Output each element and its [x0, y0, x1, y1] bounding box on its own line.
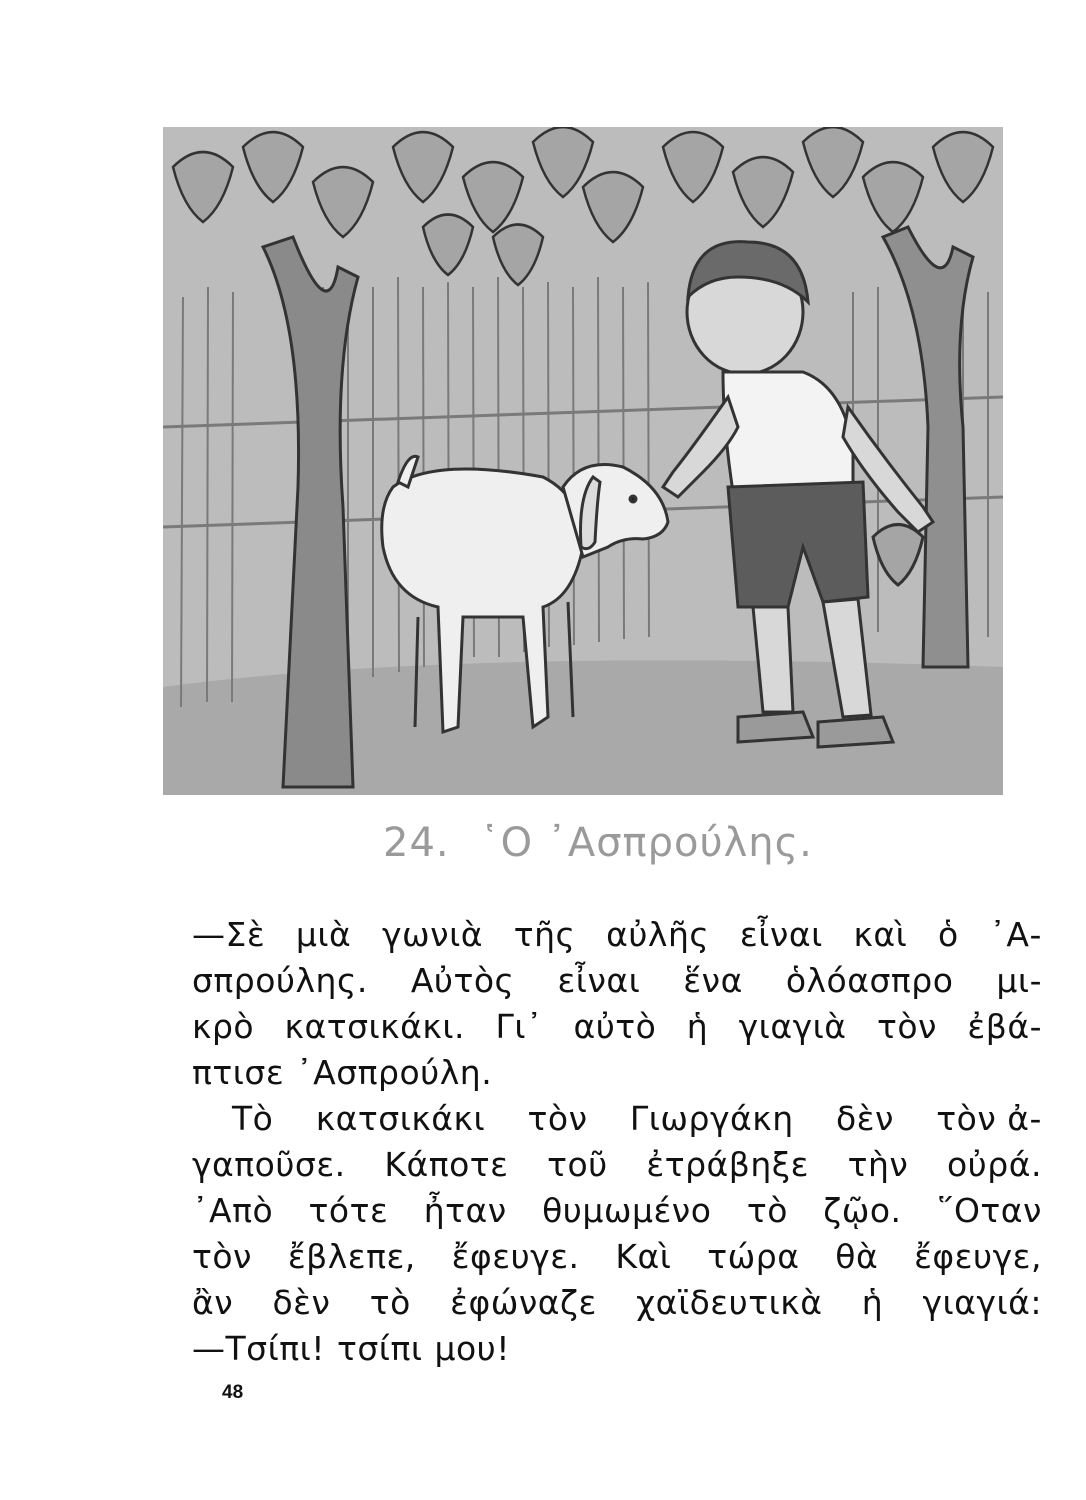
word: γωνιὰ — [382, 915, 484, 954]
word: θυμωμένο — [542, 1191, 712, 1230]
word: —Τσίπι! — [192, 1329, 326, 1368]
word: ἔβλεπε, — [287, 1237, 416, 1276]
word: τὸ — [369, 1283, 411, 1322]
word: ἂν — [192, 1283, 234, 1322]
word: ὁ — [938, 915, 959, 954]
word: ᾿Απὸ — [192, 1191, 274, 1230]
word: ᾿Ασπρούλη. — [296, 1053, 493, 1092]
word: ἡ — [686, 1007, 709, 1046]
word: τοῦ — [547, 1145, 608, 1184]
text-line — [192, 1096, 1042, 1142]
lesson-title-text: ῾Ο ᾿Ασπρούλης. — [479, 820, 813, 866]
word: τὸν ἀ- — [936, 1099, 1042, 1138]
word: μιὰ — [295, 915, 352, 954]
word: τὴν — [847, 1145, 909, 1184]
word: Γιωργάκη — [629, 1099, 794, 1138]
word: Αὐτὸς — [410, 961, 515, 1000]
story-text — [192, 912, 1042, 1372]
word: ἐφώναζε — [450, 1283, 597, 1322]
boy-and-goat-drawing — [163, 127, 1003, 795]
word: γιαγιά: — [922, 1283, 1042, 1322]
word: ἐτράβηξε — [646, 1145, 809, 1184]
word: σπρούλης. — [192, 961, 368, 1000]
word: ἔφευγε, — [914, 1237, 1042, 1276]
word: κρὸ — [192, 1007, 255, 1046]
word: δὲν — [272, 1283, 331, 1322]
word: δὲν — [835, 1099, 894, 1138]
word: μι- — [996, 961, 1042, 1000]
text-line — [192, 958, 1042, 1004]
lesson-number: 24. — [383, 820, 450, 866]
illustration — [163, 127, 1003, 795]
word: ὁλόασπρο — [785, 961, 954, 1000]
word: ῞Οταν — [936, 1191, 1042, 1230]
text-line — [192, 1280, 1042, 1326]
word: χαϊδευτικὰ — [636, 1283, 823, 1322]
word: Καὶ — [615, 1237, 672, 1276]
word: οὐρά. — [946, 1145, 1042, 1184]
text-line — [192, 1326, 1042, 1372]
lesson-title — [383, 820, 903, 866]
word: γαποῦσε. — [192, 1145, 346, 1184]
word: τὸν — [876, 1007, 937, 1046]
word: γιαγιὰ — [738, 1007, 847, 1046]
word: τώρα — [707, 1237, 800, 1276]
text-line — [192, 1188, 1042, 1234]
word: τὸν — [192, 1237, 252, 1276]
text-line — [192, 1234, 1042, 1280]
page-number: 48 — [222, 1382, 244, 1403]
word: ἦταν — [423, 1191, 507, 1230]
word: τὸν — [527, 1099, 588, 1138]
word: θὰ — [835, 1237, 879, 1276]
word: αὐτὸ — [573, 1007, 657, 1046]
text-line — [192, 1004, 1042, 1050]
word: κατσικάκι — [315, 1099, 486, 1138]
word: ᾿Α- — [989, 915, 1042, 954]
text-line — [192, 912, 1042, 958]
word: καὶ — [853, 915, 908, 954]
text-line — [192, 1050, 1042, 1096]
word: εἶναι — [557, 961, 641, 1000]
word: τσίπι — [337, 1329, 423, 1368]
word: Γι᾿ — [495, 1007, 543, 1046]
word: μου! — [434, 1329, 511, 1368]
word: τότε — [308, 1191, 389, 1230]
word: ἕνα — [683, 961, 743, 1000]
word: τῆς — [513, 915, 576, 954]
word: εἶναι — [739, 915, 823, 954]
word: ἡ — [861, 1283, 884, 1322]
word: ζῷο. — [823, 1191, 902, 1230]
word: ἔφευγε. — [451, 1237, 580, 1276]
word: κατσικάκι. — [284, 1007, 465, 1046]
word: πτισε — [192, 1053, 285, 1092]
text-line — [192, 1142, 1042, 1188]
word: ἐβά- — [967, 1007, 1042, 1046]
word: —Σὲ — [192, 915, 266, 954]
word: Τὸ — [232, 1099, 274, 1138]
word: Κάποτε — [384, 1145, 509, 1184]
word: τὸ — [746, 1191, 788, 1230]
word: αὐλῆς — [606, 915, 710, 954]
